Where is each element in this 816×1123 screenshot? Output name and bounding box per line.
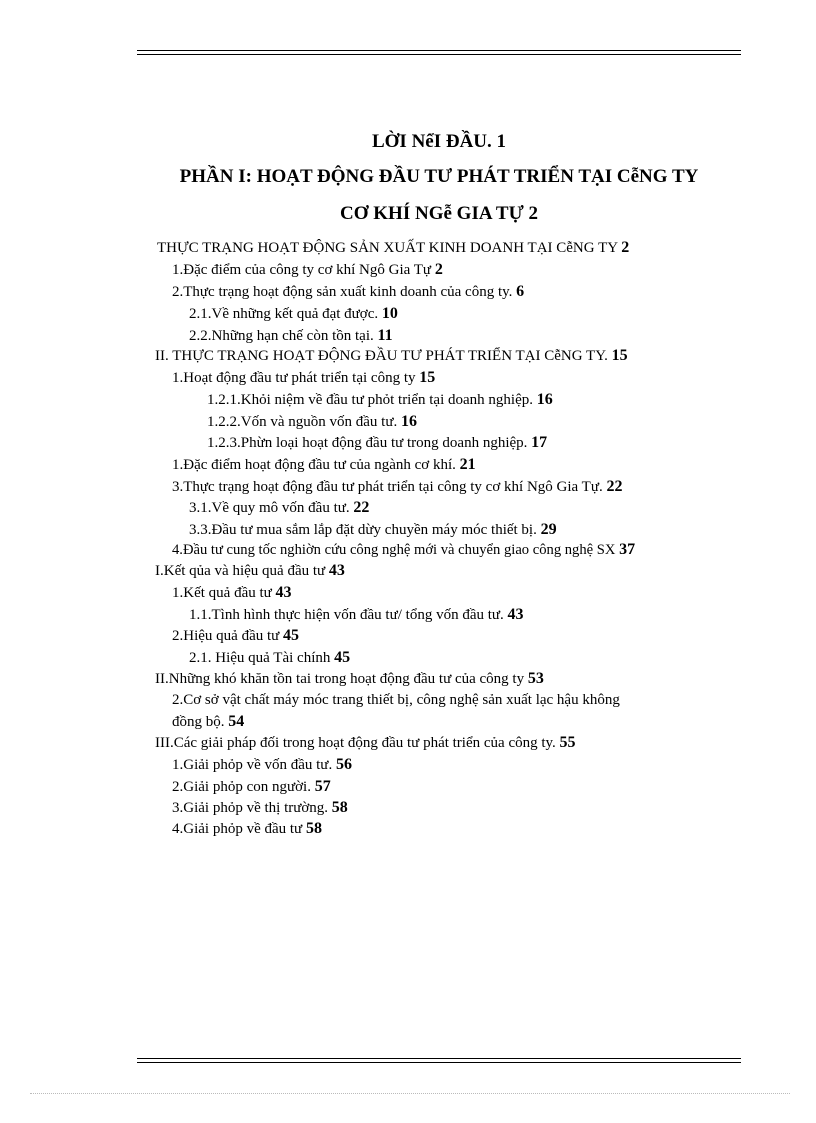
toc-entry[interactable]: 2.1. Hiệu quả Tài chính 45 <box>189 649 351 666</box>
toc-entry[interactable]: 4.Đầu tư cung tốc nghiờn cứu công nghệ mới và chuyển giao công nghệ SX 37 <box>172 541 636 558</box>
toc-entry[interactable]: I.Kết qủa và hiệu quả đầu tư 43 <box>155 562 345 579</box>
toc-entry[interactable]: 1.2.3.Phừn loại hoạt động đầu tư trong doanh nghiệp. 17 <box>207 434 548 451</box>
toc-entry[interactable]: 1.2.1.Khỏi niệm về đầu tư phỏt triển tại doanh nghiệp. 16 <box>207 391 553 408</box>
toc-entry[interactable]: đồng bộ. 54 <box>172 713 245 730</box>
heading-foreword: LỜI NểI ĐẦU. 1 <box>371 131 507 152</box>
toc-entry[interactable]: THỰC TRẠNG HOẠT ĐỘNG SẢN XUẤT KINH DOANH TẠI CễNG TY 2 <box>157 239 630 256</box>
toc-entry[interactable]: 2.1.Về những kết quả đạt được. 10 <box>189 305 398 322</box>
toc-entry[interactable]: 1.Giải phỏp về vốn đầu tư. 56 <box>172 756 352 773</box>
page-edge-divider <box>30 1093 790 1094</box>
toc-entry[interactable]: 3.1.Về quy mô vốn đầu tư. 22 <box>189 499 370 516</box>
toc-entry[interactable]: 3.Giải phỏp về thị trường. 58 <box>172 799 348 816</box>
toc-entry[interactable]: 1.Kết quả đầu tư 43 <box>172 584 292 601</box>
toc-entry[interactable]: 1.Đặc điểm hoạt động đầu tư của ngành cơ khí. 21 <box>172 456 476 473</box>
toc-entry[interactable]: 1.2.2.Vốn và nguồn vốn đầu tư. 16 <box>207 413 417 430</box>
toc-entry[interactable]: 2.Cơ sở vật chất máy móc trang thiết bị, công nghệ sản xuất lạc hậu không <box>172 692 620 708</box>
top-double-rule <box>137 50 741 55</box>
toc-entry[interactable]: 1.1.Tình hình thực hiện vốn đầu tư/ tổng vốn đầu tư. 43 <box>189 606 524 623</box>
toc-entry[interactable]: II.Những khó khăn tồn tai trong hoạt động đầu tư của công ty 53 <box>155 670 544 687</box>
toc-entry[interactable]: 2.2.Những hạn chế còn tồn tại. 11 <box>189 327 393 344</box>
heading-part-one-line2: CƠ KHÍ NGễ GIA TỰ 2 <box>340 203 538 224</box>
bottom-double-rule <box>137 1058 741 1063</box>
toc-entry[interactable]: 4.Giải phỏp về đầu tư 58 <box>172 820 322 837</box>
heading-part-one-line1: PHẦN I: HOẠT ĐỘNG ĐẦU TƯ PHÁT TRIỂN TẠI CễNG TY <box>179 166 699 187</box>
toc-entry[interactable]: 2.Giải phỏp con người. 57 <box>172 778 331 795</box>
toc-entry[interactable]: III.Các giải pháp đối trong hoạt động đầu tư phát triển của công ty. 55 <box>155 734 576 751</box>
toc-entry[interactable]: II. THỰC TRẠNG HOẠT ĐỘNG ĐẦU TƯ PHÁT TRIỂN TẠI CễNG TY. 15 <box>155 347 628 364</box>
toc-entry[interactable]: 3.3.Đầu tư mua sắm lắp đặt dừy chuyền máy móc thiết bị. 29 <box>189 521 557 538</box>
toc-entry[interactable]: 1.Đặc điểm của công ty cơ khí Ngô Gia Tự 2 <box>172 261 443 278</box>
toc-entry[interactable]: 2.Hiệu quả đầu tư 45 <box>172 627 300 644</box>
toc-entry[interactable]: 2.Thực trạng hoạt động sản xuất kinh doanh của công ty. 6 <box>172 283 525 300</box>
toc-entry[interactable]: 1.Hoạt động đầu tư phát triển tại công ty 15 <box>172 369 436 386</box>
toc-entry[interactable]: 3.Thực trạng hoạt động đầu tư phát triển tại công ty cơ khí Ngô Gia Tự. 22 <box>172 478 623 495</box>
